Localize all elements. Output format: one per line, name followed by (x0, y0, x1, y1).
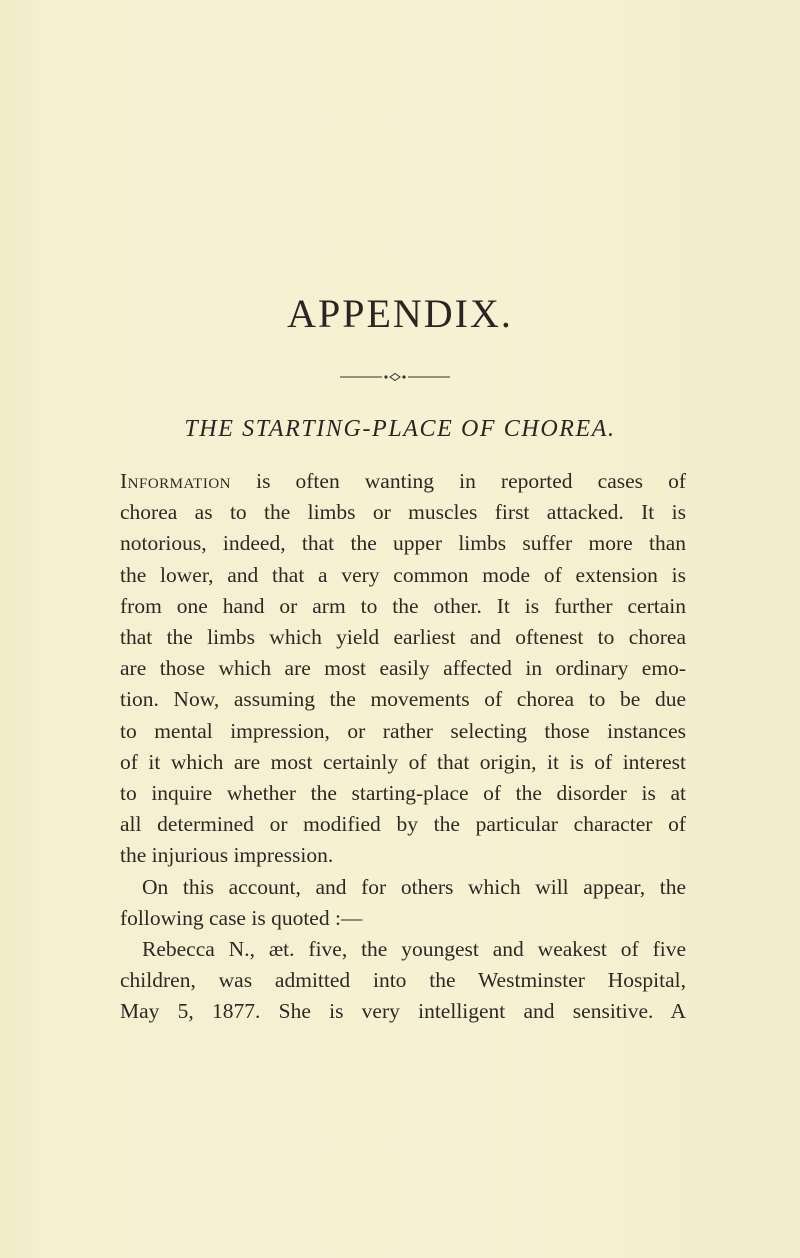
text-line: tion. Now, assuming the movements of chorea to be due (120, 687, 686, 712)
text-line: chorea as to the limbs or muscles first attacked. It is (120, 500, 686, 525)
text-line: of it which are most certainly of that origin, it is of interest (120, 749, 686, 774)
text-line: that the limbs which yield earliest and oftenest to chorea (120, 625, 686, 650)
lead-word: Information (120, 469, 232, 493)
text-line: following case is quoted :— (120, 905, 363, 930)
text-line: May 5, 1877. She is very intelligent and sensitive. A (120, 999, 686, 1024)
text-line: the injurious impression. (120, 843, 334, 868)
appendix-heading: APPENDIX. (287, 291, 513, 336)
rule-with-diamond-ornament-icon (340, 371, 450, 383)
text-line: are those which are most easily affected in ordinary emo- (120, 656, 686, 681)
text-line: to inquire whether the starting-place of the disorder is at (120, 781, 686, 806)
section-subheading: THE STARTING-PLACE OF CHOREA. (184, 416, 616, 442)
body-text (120, 466, 686, 1028)
text-line: children, was admitted into the Westminster Hospital, (120, 968, 686, 993)
text-line: from one hand or arm to the other. It is further certain (120, 593, 686, 618)
text-line: to mental impression, or rather selecting those instances (120, 718, 686, 743)
text-line: Rebecca N., æt. five, the youngest and weakest of five (142, 937, 686, 962)
text-line (120, 466, 686, 497)
text-line: all determined or modified by the particular character of (120, 812, 686, 837)
text-line: notorious, indeed, that the upper limbs suffer more than (120, 531, 686, 556)
text-line: On this account, and for others which will appear, the (142, 874, 686, 899)
text-line: the lower, and that a very common mode of extension is (120, 562, 686, 587)
line-text: is often wanting in reported cases of (231, 469, 686, 493)
